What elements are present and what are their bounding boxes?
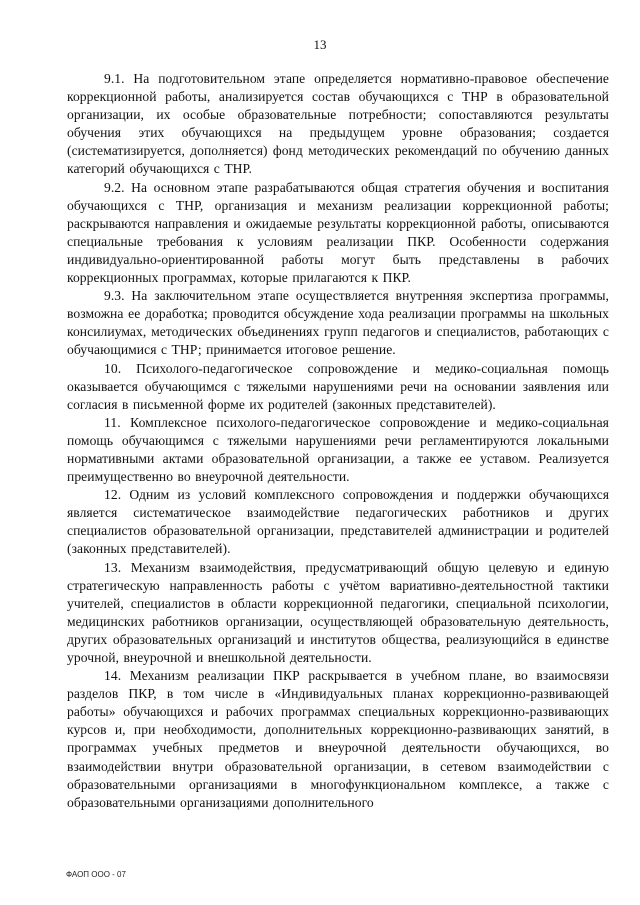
paragraph-13: 13. Механизм взаимодействия, предусматривающий общую целевую и единую стратегическую направленность работы с учётом вариативно-деятельностной тактики учителей, специалистов в области коррекционной педагогики, специальной психологии, медицинских работников организации, осуществляющей образовательную деятельность, других образовательных организаций и институтов общества, реализующийся в единстве урочной, внеурочной и внешкольной деятельности.	[67, 559, 609, 665]
paragraph-11: 11. Комплексное психолого-педагогическое сопровождение и медико-социальная помощь обучающимся с тяжелыми нарушениями речи регламентируются локальными нормативными актами образовательной организации, а также ее уставом. Реализуется преимущественно во внеурочной деятельности.	[67, 414, 609, 485]
document-body	[67, 70, 609, 812]
paragraph-14: 14. Механизм реализации ПКР раскрывается в учебном плане, во взаимосвязи разделов ПКР, в том числе в «Индивидуальных планах коррекционно-развивающей работы» обучающихся и рабочих программах специальных коррекционно-развивающих курсов и, при необходимости, дополнительных коррекционно-развивающих занятий, в программах учебных предметов и внеурочной деятельности обучающихся, во взаимодействии внутри образовательной организации, в сетевом взаимодействии с образовательными организациями в многофункциональном комплексе, а также с образовательными организациями дополнительного	[67, 668, 609, 810]
paragraph-9-2: 9.2. На основном этапе разрабатываются общая стратегия обучения и воспитания обучающихся с ТНР, организация и механизм реализации коррекционной работы; раскрываются направления и ожидаемые результаты коррекционной работы, описываются специальные требования к условиям реализации ПКР. Особенности содержания индивидуально-ориентированной работы могут быть представлены в рабочих коррекционных программах, которые прилагаются к ПКР.	[67, 179, 609, 286]
page-footer: ФАОП ООО - 07	[66, 870, 126, 879]
paragraph-9-3: 9.3. На заключительном этапе осуществляется внутренняя экспертиза программы, возможна ее доработка; проводится обсуждение хода реализации программы на школьных консилиумах, методических объединениях групп педагогов и специалистов, работающих с обучающимися с ТНР; принимается итоговое решение.	[67, 288, 609, 358]
paragraph-12: 12. Одним из условий комплексного сопровождения и поддержки обучающихся является систематическое взаимодействие педагогических работников и других специалистов образовательной организации, представителей администрации и родителей (законных представителей).	[67, 487, 609, 557]
page-number: 13	[313, 37, 327, 52]
paragraph-9-1: 9.1. На подготовительном этапе определяется нормативно-правовое обеспечение коррекционной работы, анализируется состав обучающихся с ТНР в образовательной организации, их особые образовательные потребности; сопоставляются результаты обучения этих обучающихся на предыдущем уровне образования; создается (систематизируется, дополняется) фонд методических рекомендаций по обучению данных категорий обучающихся с ТНР.	[67, 71, 609, 177]
paragraph-10: 10. Психолого-педагогическое сопровождение и медико-социальная помощь оказывается обучающимся с тяжелыми нарушениями речи на основании заявления или согласия в письменной форме их родителей (законных представителей).	[67, 360, 609, 412]
